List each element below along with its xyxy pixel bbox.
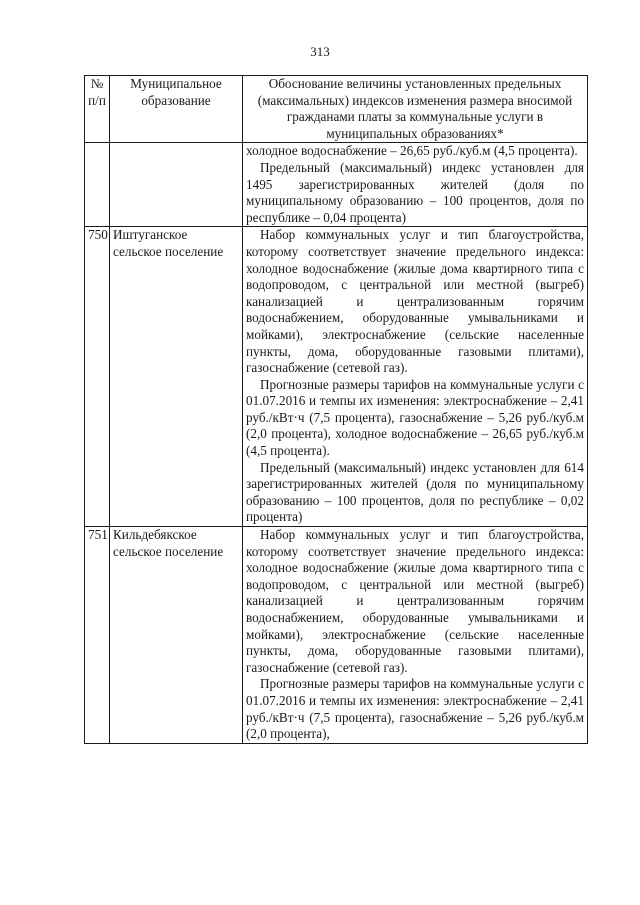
continuation-line-1: холодное водоснабжение – 26,65 руб./куб.м (4,5 процента). xyxy=(246,143,578,159)
continuation-line-2: Предельный (максимальный) индекс установлен для 1495 зарегистрированных жителей (доля по муниципальному образованию – 100 процентов, доля по республике – 0,04 процента) xyxy=(246,159,584,225)
row-basis xyxy=(243,227,588,527)
table-row-750 xyxy=(85,227,588,527)
table-header-row xyxy=(85,76,588,143)
continuation-name xyxy=(110,143,243,227)
continuation-row xyxy=(85,143,588,227)
row-basis-paragraph-3: Предельный (максимальный) индекс установлен для 614 зарегистрированных жителей (доля по муниципальному образованию – 100 процентов, доля по республике – 0,02 процента) xyxy=(246,459,584,525)
header-basis: Обоснование величины установленных предельных (максимальных) индексов изменения размера вносимой гражданами платы за коммунальные услуги в муниципальных образованиях* xyxy=(243,76,588,143)
tariff-table xyxy=(84,75,588,744)
row-basis-paragraph-1: Набор коммунальных услуг и тип благоустройства, которому соответствует значение предельного индекса: холодное водоснабжение (жилые дома квартирного типа с водопроводом, с центральной или местной (выгреб) канализацией и централизованным горячим водоснабжением, оборудованные умывальниками и мойками), электроснабжение (сельские населенные пункты, дома, оборудованные газовыми плитами), газоснабжение (сетевой газ). xyxy=(246,227,584,376)
row-num: 751 xyxy=(85,527,110,744)
row-num: 750 xyxy=(85,227,110,527)
row-municipality: Иштуганское сельское поселение xyxy=(110,227,243,527)
page-number: 313 xyxy=(310,44,330,59)
row-municipality: Кильдебякское сельское поселение xyxy=(110,527,243,744)
header-num: № п/п xyxy=(85,76,110,143)
row-basis-paragraph-1: Набор коммунальных услуг и тип благоустройства, которому соответствует значение предельного индекса: холодное водоснабжение (жилые дома квартирного типа с водопроводом, с центральной или местной (выгреб) канализацией и централизованным горячим водоснабжением, оборудованные умывальниками и мойками), электроснабжение (сельские населенные пункты, дома, оборудованные газовыми плитами), газоснабжение (сетевой газ). xyxy=(246,527,584,675)
header-municipality: Муниципальное образование xyxy=(110,76,243,143)
row-basis xyxy=(243,527,588,744)
row-basis-paragraph-2: Прогнозные размеры тарифов на коммунальные услуги с 01.07.2016 и темпы их изменения: электроснабжение – 2,41 руб./кВт·ч (7,5 процента), газоснабжение – 5,26 руб./куб.м (2,0 процента), xyxy=(246,676,584,742)
continuation-text xyxy=(243,143,588,227)
continuation-num xyxy=(85,143,110,227)
row-basis-paragraph-2: Прогнозные размеры тарифов на коммунальные услуги с 01.07.2016 и темпы их изменения: электроснабжение – 2,41 руб./кВт·ч (7,5 процента), газоснабжение – 5,26 руб./куб.м (2,0 процента), холодное водоснабжение – 26,65 руб./куб.м (4,5 процента). xyxy=(246,376,584,459)
table-row-751 xyxy=(85,527,588,744)
